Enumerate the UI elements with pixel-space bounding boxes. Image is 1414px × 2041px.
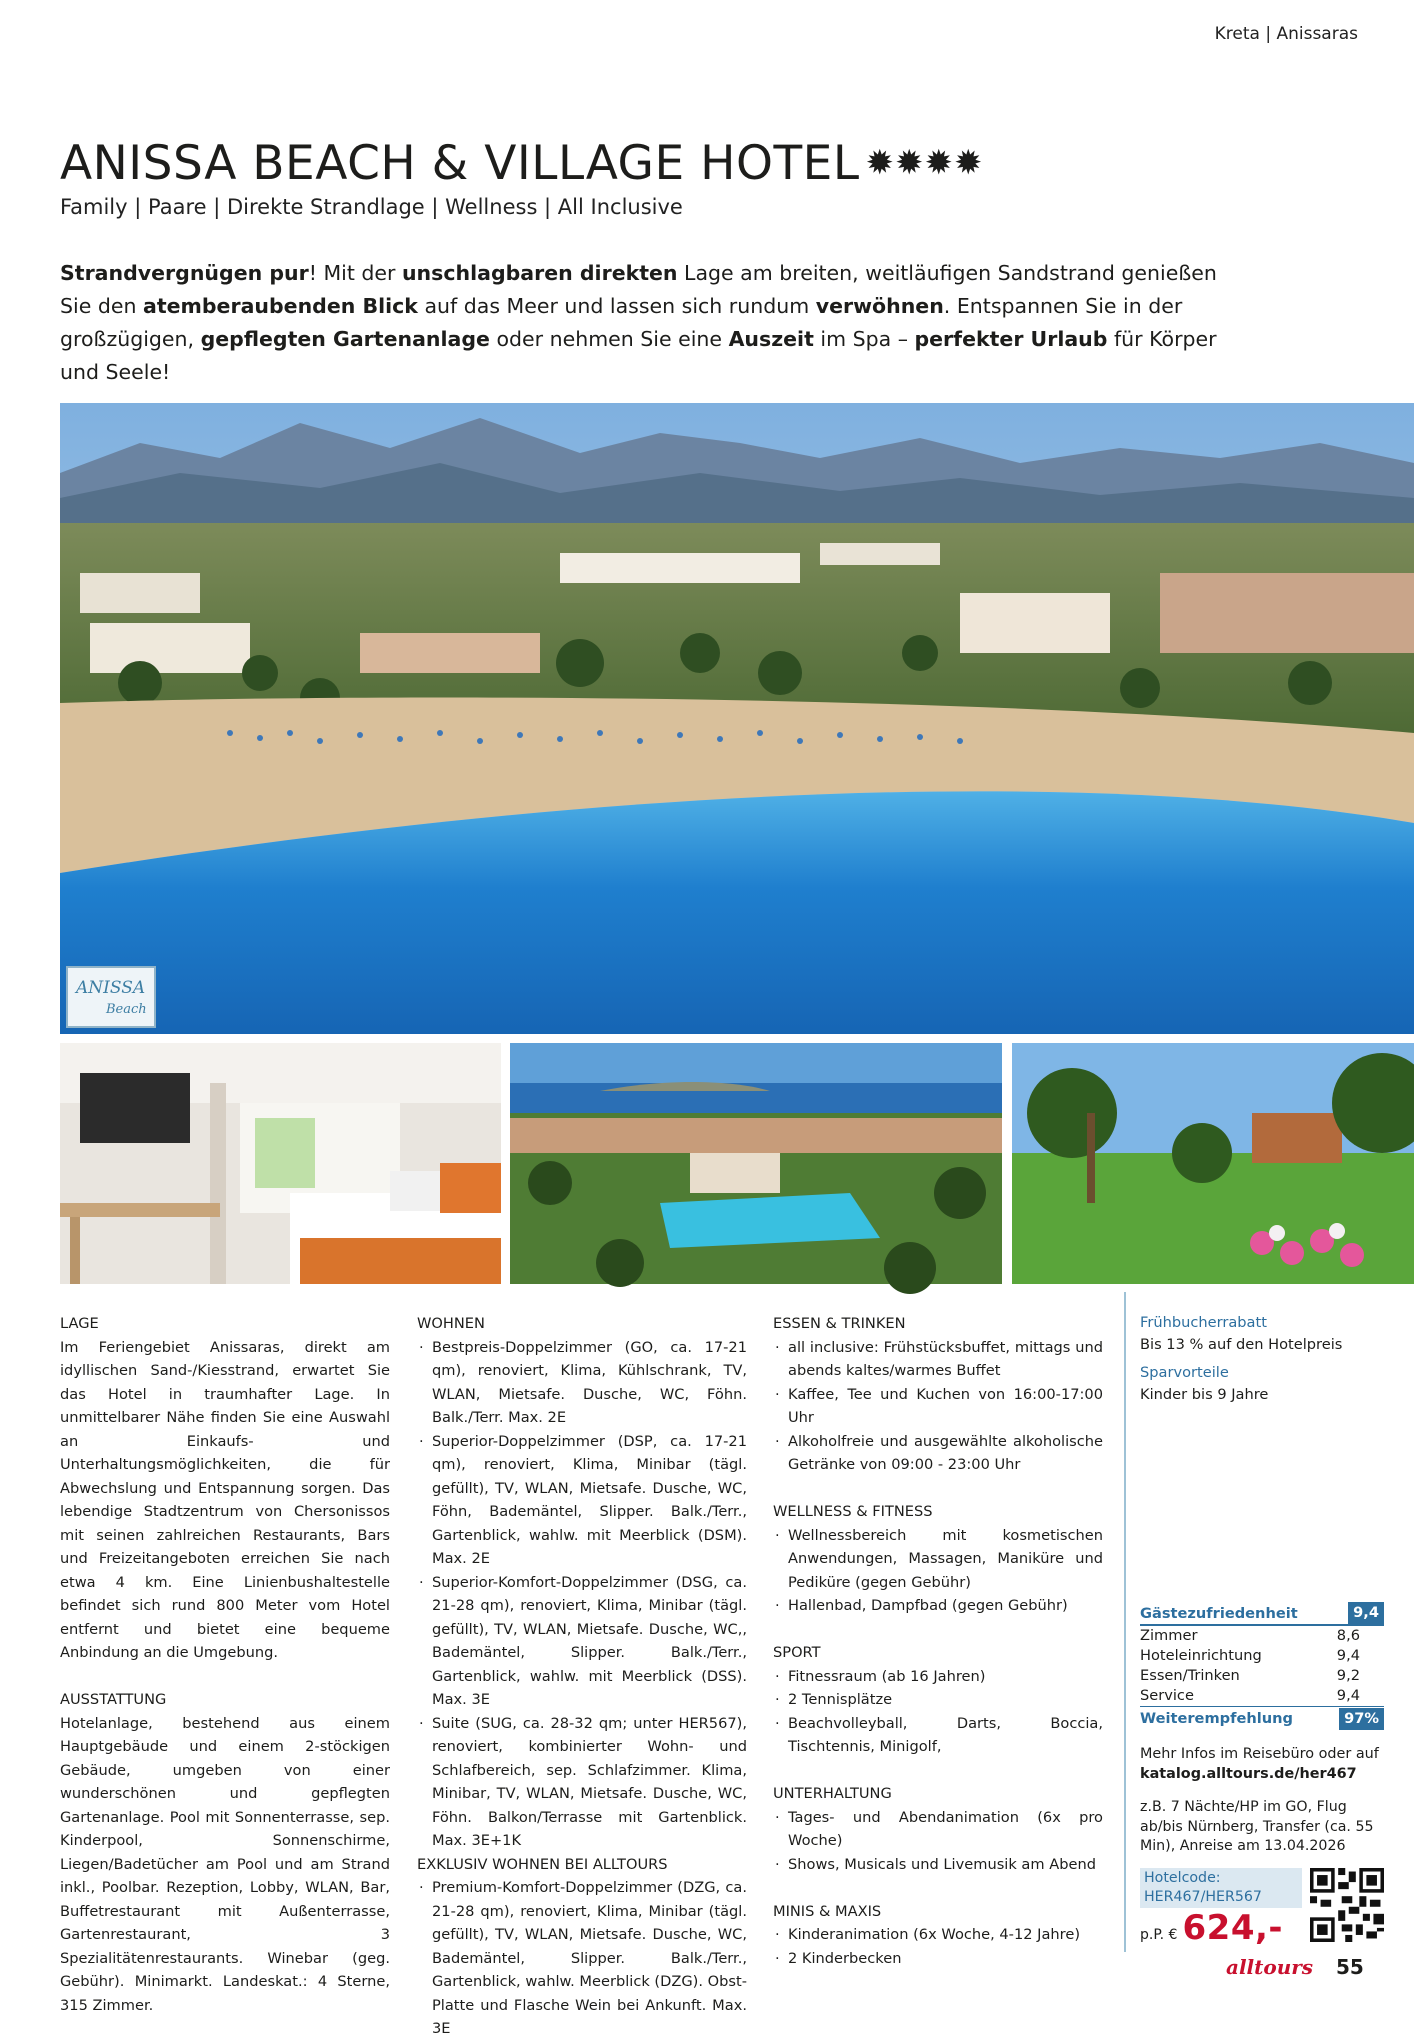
page-title bbox=[60, 136, 983, 191]
rating-label: Essen/Trinken bbox=[1140, 1667, 1240, 1684]
brand-logo: alltours bbox=[1226, 1955, 1314, 1979]
hotel-logo-subtext: Beach bbox=[106, 1002, 147, 1017]
list-item: · Beachvolleyball, Darts, Boccia, Tischtennis, Minigolf, bbox=[773, 1712, 1103, 1759]
intro-segment: auf das Meer und lassen sich rundum bbox=[417, 294, 816, 318]
list-item: · Alkoholfreie und ausgewählte alkoholische Getränke von 09:00 - 23:00 Uhr bbox=[773, 1430, 1103, 1477]
intro-text bbox=[60, 257, 1220, 389]
list-item: · 2 Kinderbecken bbox=[773, 1947, 1103, 1971]
pool-illustration bbox=[510, 1043, 1002, 1284]
recommendation-title: Weiterempfehlung bbox=[1140, 1710, 1293, 1727]
catalog-link[interactable]: katalog.alltours.de/her467 bbox=[1140, 1766, 1357, 1782]
list-item: · Premium-Komfort-Doppelzimmer (DZG, ca. 21-28 qm), renoviert, Klima, Minibar (tägl. gefüllt), TV, WLAN, Mietsafe. Dusche, WC, Bademäntel, Slipper. Balk./Terr., Gartenblick, wahlw. Meerblick (DZG). Obst-Platte und Flasche Wein bei Ankunft. Max. 3E bbox=[417, 1876, 747, 2041]
photo-pool-area bbox=[510, 1043, 1002, 1284]
intro-segment: . Entspannen Sie in der großzügigen, bbox=[60, 294, 1183, 351]
room-illustration bbox=[60, 1043, 501, 1284]
early-booking-text: Bis 13 % auf den Hotelpreis bbox=[1140, 1336, 1343, 1353]
more-info-text: Mehr Infos im Reisebüro oder auf bbox=[1140, 1746, 1379, 1762]
rating-row bbox=[1140, 1686, 1384, 1706]
intro-highlight: verwöhnen bbox=[815, 294, 944, 318]
photo-hotel-room bbox=[60, 1043, 501, 1284]
column-location-facilities bbox=[60, 1312, 390, 2017]
price-value: 624,- bbox=[1182, 1908, 1283, 1948]
section-heading-ausstattung: AUSSTATTUNG bbox=[60, 1691, 167, 1708]
intro-segment: oder nehmen Sie eine bbox=[489, 327, 729, 351]
section-heading-unterhaltung: UNTERHALTUNG bbox=[773, 1785, 892, 1802]
list-item: · Wellnessbereich mit kosmetischen Anwendungen, Massagen, Maniküre und Pediküre (gegen Gebühr) bbox=[773, 1524, 1103, 1595]
hotel-code-box bbox=[1140, 1868, 1302, 1908]
section-text-lage: Im Feriengebiet Anissaras, direkt am idyllischen Sand-/Kiesstrand, erwartet Sie das Hotel in traumhafter Lage. In unmittelbarer Nähe finden Sie eine Auswahl an Einkaufs- und Unterhaltungsmöglichkeiten, die für Abwechslung und Entspannung sorgen. Das lebendige Stadtzentrum von Chersonissos mit seinen zahlreichen Restaurants, Bars und Freizeitangeboten erreichen Sie nach etwa 4 km. Eine Linienbushaltestelle befindet sich rund 800 Meter vom Hotel entfernt und bietet eine bequeme Anbindung an die Umgebung. bbox=[60, 1338, 390, 1661]
price-prefix: p.P. € bbox=[1140, 1927, 1178, 1943]
list-item: · Bestpreis-Doppelzimmer (GO, ca. 17-21 qm), renoviert, Klima, Kühlschrank, TV, WLAN, Mietsafe. Dusche, WC, Föhn. Balk./Terr. Max. 2E bbox=[417, 1336, 747, 1430]
section-heading-minis: MINIS & MAXIS bbox=[773, 1902, 882, 1920]
list-item: · Superior-Komfort-Doppelzimmer (DSG, ca. 21-28 qm), renoviert, Klima, Minibar (tägl. gefüllt), TV, WLAN, Mietsafe. Dusche, WC,, Bademäntel, Slipper. Balk./Terr., Gartenblick, wahlw. mit Meerblick (DSS). Max. 3E bbox=[417, 1571, 747, 1712]
more-info bbox=[1140, 1744, 1384, 1784]
rating-title: Gästezufriedenheit bbox=[1140, 1604, 1298, 1622]
rating-value: 9,4 bbox=[1336, 1687, 1360, 1704]
intro-segment: Lage am breiten, weitläufigen Sandstrand genießen Sie den bbox=[60, 261, 1217, 318]
guest-rating-table bbox=[1140, 1602, 1384, 1730]
list-item: · 2 Tennisplätze bbox=[773, 1688, 1103, 1712]
garden-illustration bbox=[1012, 1043, 1414, 1284]
list-item: · Hallenbad, Dampfbad (gegen Gebühr) bbox=[773, 1594, 1103, 1618]
list-item: · Tages- und Abendanimation (6x pro Woche) bbox=[773, 1806, 1103, 1853]
offers-block bbox=[1140, 1312, 1384, 1406]
early-booking-title: Frühbucherrabatt bbox=[1140, 1314, 1267, 1331]
list-item: · Shows, Musicals und Livemusik am Abend bbox=[773, 1853, 1103, 1877]
intro-segment: für Körper und Seele! bbox=[60, 327, 1217, 384]
hero-photo-beach-aerial bbox=[60, 403, 1414, 1034]
savings-text: Kinder bis 9 Jahre bbox=[1140, 1386, 1269, 1403]
section-text-ausstattung: Hotelanlage, bestehend aus einem Hauptgebäude und einem 2-stöckigen Gebäude, umgeben von einer wunderschönen und gepflegten Gartenanlage. Pool mit Sonnenterrasse, sep. Kinderpool, Sonnenschirme, Liegen/Badetücher am Pool und am Strand inkl., Poolbar. Rezeption, Lobby, WLAN, Bar, Buffetrestaurant mit Außenterrasse, Gartenrestaurant, 3 Spezialitätenrestaurants. Winebar (geg. Gebühr). Minimarkt. Landeskat.: 4 Sterne, 315 Zimmer. bbox=[60, 1714, 390, 2014]
list-item: · all inclusive: Frühstücksbuffet, mittags und abends kaltes/warmes Buffet bbox=[773, 1336, 1103, 1383]
hotel-code-value: HER467/HER567 bbox=[1144, 1889, 1262, 1905]
booking-sidebar bbox=[1124, 1292, 1384, 1952]
hotel-code-label: Hotelcode: bbox=[1144, 1870, 1221, 1886]
list-item: · Superior-Doppelzimmer (DSP, ca. 17-21 qm), renoviert, Klima, Minibar (tägl. gefüllt), TV, WLAN, Mietsafe. Dusche, WC, Föhn, Bademäntel, Slipper. Balk./Terr., Gartenblick, wahlw. mit Meerblick (DSM). Max. 2E bbox=[417, 1430, 747, 1571]
list-item: · Suite (SUG, ca. 28-32 qm; unter HER567), renoviert, kombinierter Wohn- und Schlafbereich, sep. Schlafzimmer. Klima, Minibar, TV, WLAN, Mietsafe. Dusche, WC, Föhn. Balkon/Terrasse mit Gartenblick. Max. 3E+1K bbox=[417, 1712, 747, 1853]
intro-highlight: gepflegten Gartenanlage bbox=[200, 327, 490, 351]
savings-title: Sparvorteile bbox=[1140, 1364, 1229, 1381]
intro-highlight: Strandvergnügen pur bbox=[60, 261, 309, 285]
intro-highlight: perfekter Urlaub bbox=[914, 327, 1108, 351]
qr-code-icon[interactable] bbox=[1310, 1868, 1384, 1942]
rating-value: 8,6 bbox=[1336, 1627, 1360, 1644]
photo-garden bbox=[1012, 1043, 1414, 1284]
intro-highlight: unschlagbaren direkten bbox=[401, 261, 678, 285]
rating-value: 9,2 bbox=[1336, 1667, 1360, 1684]
hotel-tags: Family | Paare | Direkte Strandlage | Wellness | All Inclusive bbox=[60, 195, 683, 219]
column-rooms bbox=[417, 1312, 747, 2041]
recommendation-row bbox=[1140, 1706, 1384, 1730]
list-item: · Kinderanimation (6x Woche, 4-12 Jahre) bbox=[773, 1923, 1103, 1947]
section-heading-lage: LAGE bbox=[60, 1315, 99, 1332]
recommendation-badge: 97% bbox=[1339, 1708, 1384, 1730]
intro-segment: im Spa – bbox=[813, 327, 915, 351]
hotel-name: ANISSA BEACH & VILLAGE HOTEL bbox=[60, 136, 860, 191]
section-heading-wellness: WELLNESS & FITNESS bbox=[773, 1503, 933, 1520]
rating-score-badge: 9,4 bbox=[1348, 1602, 1384, 1624]
example-offer: z.B. 7 Nächte/HP im GO, Flug ab/bis Nürnberg, Transfer (ca. 55 Min), Anreise am 13.04.2026 bbox=[1140, 1799, 1374, 1854]
price bbox=[1140, 1908, 1283, 1948]
column-amenities bbox=[773, 1312, 1103, 1970]
hotel-logo-text: ANISSA bbox=[76, 978, 146, 998]
rating-row bbox=[1140, 1666, 1384, 1686]
star-rating-icons: ✹✹✹✹ bbox=[865, 143, 984, 183]
rating-label: Hoteleinrichtung bbox=[1140, 1647, 1262, 1664]
hotel-logo bbox=[66, 966, 156, 1028]
section-heading-essen: ESSEN & TRINKEN bbox=[773, 1315, 906, 1332]
intro-highlight: atemberaubenden Blick bbox=[142, 294, 418, 318]
rating-row bbox=[1140, 1646, 1384, 1666]
intro-segment: ! Mit der bbox=[308, 261, 402, 285]
breadcrumb: Kreta | Anissaras bbox=[1214, 24, 1358, 44]
rating-value: 9,4 bbox=[1336, 1647, 1360, 1664]
list-item: · Kaffee, Tee und Kuchen von 16:00-17:00 Uhr bbox=[773, 1383, 1103, 1430]
rating-header bbox=[1140, 1602, 1384, 1626]
list-item: · Fitnessraum (ab 16 Jahren) bbox=[773, 1665, 1103, 1689]
section-heading-exklusiv: EXKLUSIV WOHNEN BEI ALLTOURS bbox=[417, 1855, 668, 1873]
rating-label: Service bbox=[1140, 1687, 1194, 1704]
hero-illustration bbox=[60, 403, 1414, 1034]
section-heading-sport: SPORT bbox=[773, 1644, 821, 1661]
section-heading-wohnen: WOHNEN bbox=[417, 1315, 485, 1332]
intro-highlight: Auszeit bbox=[728, 327, 814, 351]
rating-row bbox=[1140, 1626, 1384, 1646]
rating-label: Zimmer bbox=[1140, 1627, 1198, 1644]
page-number: 55 bbox=[1336, 1955, 1364, 1979]
